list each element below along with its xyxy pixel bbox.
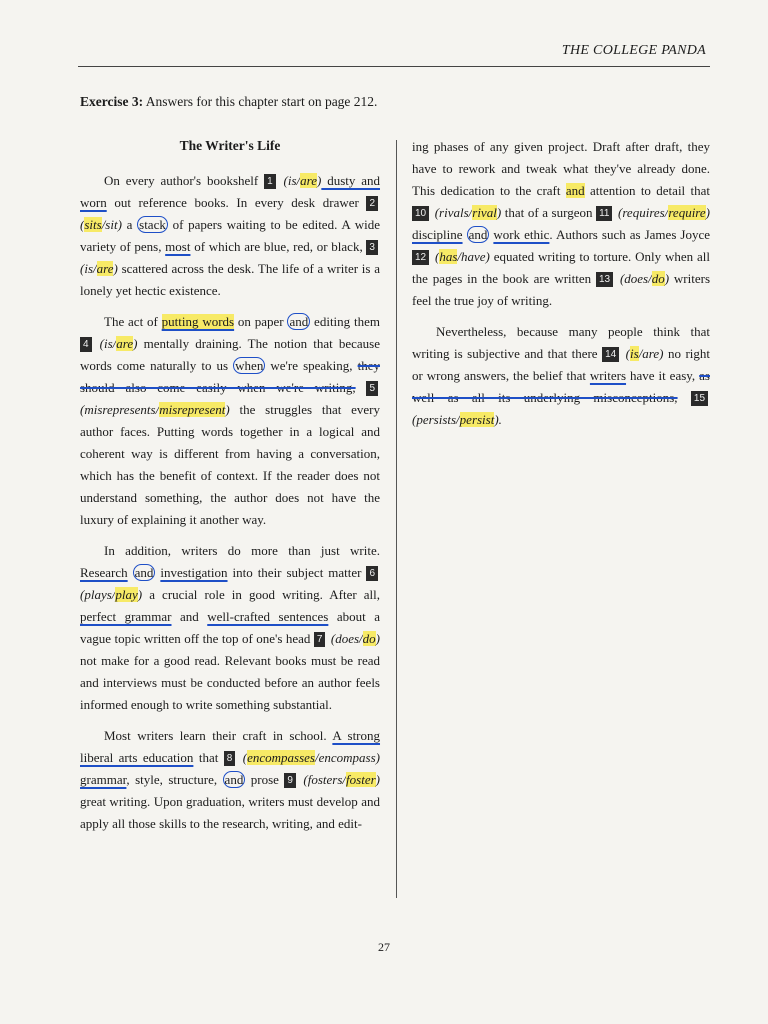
- question-number: 9: [284, 773, 296, 788]
- circled-word: and: [468, 227, 488, 242]
- underline-mark: writers: [589, 368, 627, 383]
- circled-word: and: [289, 314, 309, 329]
- answer-choice: (sits/sit): [80, 217, 122, 232]
- text-run: equated writing to torture. Only when all the pages in the book are written: [412, 249, 711, 286]
- highlight-mark: are: [116, 336, 134, 351]
- question-number: 4: [80, 337, 92, 352]
- paragraph-3: [80, 540, 380, 716]
- question-number: 3: [366, 240, 378, 255]
- circled-word: and: [224, 772, 244, 787]
- text-run: and: [171, 609, 208, 624]
- text-run: scattered across the desk. The life of a writer is a lonely yet hectic existence.: [80, 261, 380, 298]
- text-run: . Authors such as James Joyce: [549, 227, 711, 242]
- highlight-mark: are: [300, 173, 317, 188]
- highlight-mark: sits: [84, 217, 102, 232]
- text-run: attention to detail that: [584, 183, 711, 198]
- text-run: prose: [245, 772, 285, 787]
- question-number: 6: [366, 566, 378, 581]
- right-column: [412, 136, 710, 440]
- answer-choice: (is/are): [625, 346, 664, 361]
- left-column: [80, 138, 380, 844]
- text-run: In addition, writers do more than just write.: [104, 543, 380, 558]
- answer-choice: (does/do): [330, 631, 380, 646]
- text-run: not make for a good read. Relevant books must be read and interviews must be conducted before an author feels informed enough to write something substantial.: [80, 653, 380, 712]
- question-number: 2: [366, 196, 378, 211]
- highlight-mark: is: [630, 346, 639, 361]
- highlight-mark: and: [565, 183, 585, 198]
- text-run: Most writers learn their craft in school.: [104, 728, 333, 743]
- running-head: THE COLLEGE PANDA: [561, 43, 706, 58]
- text-run: we're speaking,: [265, 358, 358, 373]
- answer-choice: (misrepresents/misrepresent): [80, 402, 230, 417]
- text-run: about a vague topic written off the top of one's head: [80, 609, 380, 646]
- circled-word: when: [235, 358, 264, 373]
- text-run: that of a surgeon: [501, 205, 597, 220]
- underline-mark: grammar: [80, 772, 127, 787]
- answer-choice: (is/are): [99, 336, 138, 351]
- highlight-mark: do: [651, 271, 665, 286]
- text-run: On every author's bookshelf: [104, 173, 265, 188]
- highlight-mark: has: [439, 249, 458, 264]
- underline-mark: A strong liberal arts education: [80, 728, 381, 765]
- question-number: 15: [691, 391, 708, 406]
- strikethrough-mark: they should also come easily when we're writing,: [80, 358, 380, 395]
- text-run: of which are blue, red, or black,: [190, 239, 367, 254]
- text-run: mentally draining. The notion that because words come naturally to us: [80, 336, 380, 373]
- text-run: on paper: [234, 314, 288, 329]
- text-run: out reference books. In every desk drawer: [106, 195, 367, 210]
- paragraph-1: [80, 170, 380, 302]
- exercise-heading: [80, 94, 377, 110]
- highlight-mark: putting words: [161, 314, 235, 329]
- underline-mark: dusty and worn: [80, 173, 380, 210]
- text-run: the struggles that every author faces. Putting words together in a logical and coherent way is different from having a conversation, which has the benefit of context. If the reader does not understand something, the author does not have the luxury of explaining it another way.: [80, 402, 380, 527]
- highlight-mark: encompasses: [247, 750, 315, 765]
- exercise-label: Exercise 3:: [80, 94, 144, 109]
- paragraph-6: [412, 321, 710, 431]
- question-number: 14: [602, 347, 619, 362]
- paragraph-4: [80, 725, 380, 835]
- underline-mark: perfect grammar: [80, 609, 172, 624]
- text-run: , style, structure,: [126, 772, 223, 787]
- paragraph-2: [80, 311, 380, 531]
- column-divider: [396, 140, 397, 898]
- underline-mark: work ethic: [493, 227, 550, 242]
- exercise-text: Answers for this chapter start on page 212.: [143, 94, 378, 109]
- text-run: that: [193, 750, 224, 765]
- circled-word: and: [134, 565, 154, 580]
- text-run: no right or wrong answers, the belief that: [412, 346, 710, 383]
- answer-choice: (rivals/rival): [434, 205, 502, 220]
- answer-choice: (plays/play): [80, 587, 143, 602]
- answer-choice: (persists/persist).: [412, 412, 502, 427]
- underline-mark: most: [165, 239, 191, 254]
- text-run: ing phases of any given project. Draft after draft, they have to rework and tweak what they've already done. This dedication to the craft: [412, 139, 710, 198]
- answer-choice: (requires/require): [618, 205, 710, 220]
- question-number: 11: [596, 206, 612, 221]
- answer-choice: (is/are): [80, 261, 118, 276]
- highlight-mark: play: [115, 587, 138, 602]
- text-run: of papers waiting to be edited. A wide variety of pens,: [80, 217, 380, 254]
- highlight-mark: rival: [472, 205, 497, 220]
- text-run: have it easy,: [626, 368, 700, 383]
- question-number: 1: [264, 174, 276, 189]
- paragraph-5: [412, 136, 710, 312]
- question-number: 7: [314, 632, 326, 647]
- highlight-mark: foster: [346, 772, 376, 787]
- text-run: Nevertheless, because many people think that writing is subjective and that there: [412, 324, 710, 361]
- text-run: into their subject matter: [227, 565, 367, 580]
- text-run: The act of: [104, 314, 162, 329]
- underline-mark: Research: [80, 565, 128, 580]
- underline-mark: investigation: [160, 565, 228, 580]
- text-run: writers feel the true joy of writing.: [412, 271, 711, 308]
- answer-choice: (encompasses/encompass): [242, 750, 380, 765]
- highlight-mark: persist: [459, 412, 495, 427]
- text-run: a crucial role in good writing. After all,: [142, 587, 380, 602]
- underline-mark: discipline: [412, 227, 463, 242]
- question-number: 8: [224, 751, 236, 766]
- highlight-mark: misrepresent: [159, 402, 226, 417]
- answer-choice: (has/have): [434, 249, 490, 264]
- highlight-mark: require: [668, 205, 706, 220]
- text-run: editing them: [310, 314, 380, 329]
- circled-word: stack: [139, 217, 166, 232]
- answer-choice: (does/do): [619, 271, 670, 286]
- highlight-mark: are: [96, 261, 114, 276]
- question-number: 13: [596, 272, 613, 287]
- question-number: 5: [366, 381, 378, 396]
- text-run: great writing. Upon graduation, writers must develop and apply all those skills to the research, writing, and edit-: [80, 794, 380, 831]
- question-number: 12: [412, 250, 429, 265]
- question-number: 10: [412, 206, 429, 221]
- highlight-mark: do: [362, 631, 376, 646]
- answer-choice: (is/are): [283, 173, 322, 188]
- page-number: 27: [378, 940, 390, 954]
- text-run: a: [121, 217, 138, 232]
- article-title: The Writer's Life: [179, 138, 281, 153]
- strikethrough-mark: as well as all its underlying misconceptions,: [412, 368, 710, 405]
- underline-mark: well-crafted sentences: [207, 609, 329, 624]
- header-rule: [78, 66, 710, 67]
- answer-choice: (fosters/foster): [303, 772, 380, 787]
